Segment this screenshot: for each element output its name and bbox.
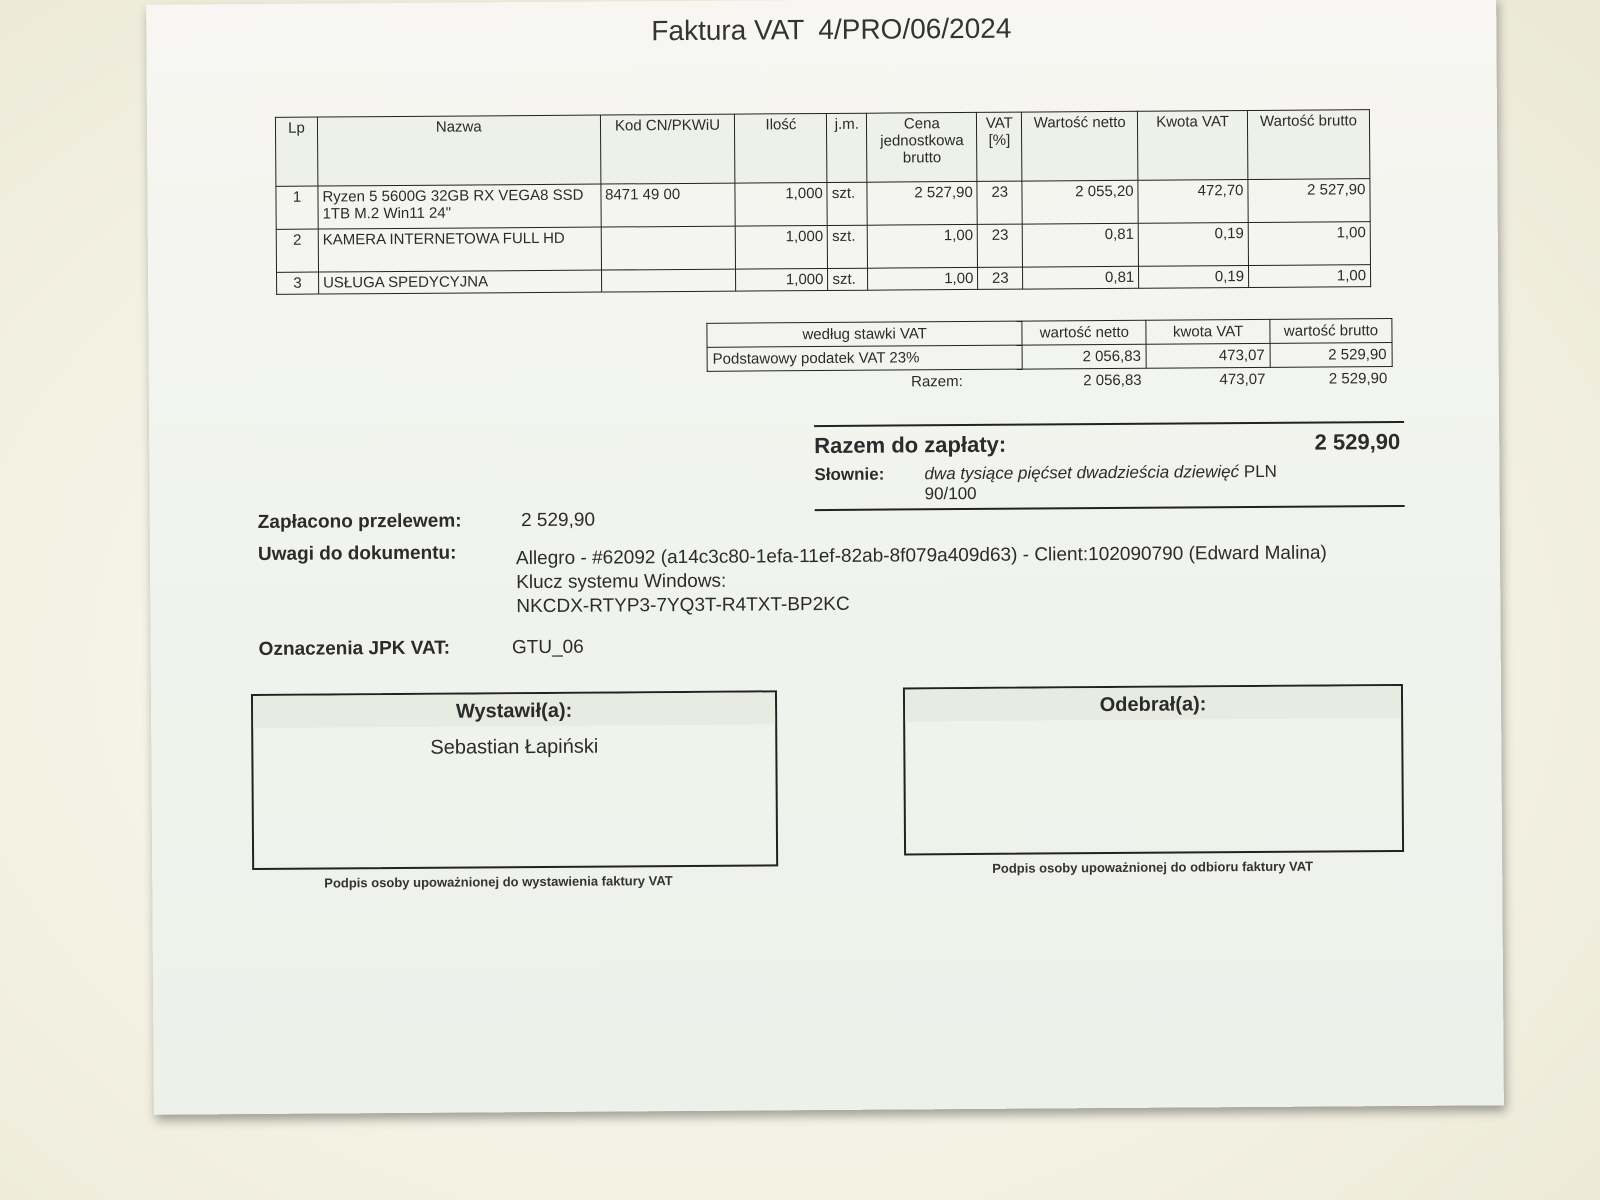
cell-vat: 23: [978, 267, 1023, 289]
vat-col-vat: kwota VAT: [1146, 319, 1270, 344]
jpk-label: Oznaczenia JPK VAT:: [258, 637, 451, 660]
notes-line-order: Allegro - #62092 (a14c3c80-1efa-11ef-82ab-8f079a409d63) - Client:102090790 (Edward Malina): [515, 542, 1327, 570]
cell-gross: 2 527,90: [1248, 179, 1370, 223]
issuer-caption: Podpis osoby upoważnionej do wystawienia faktury VAT: [324, 873, 673, 891]
col-qty: Ilość: [735, 113, 827, 183]
cell-lp: 1: [276, 186, 318, 229]
total-due-label: Razem do zapłaty:: [814, 431, 1007, 459]
words-text: dwa tysiące pięćset dwadzieścia dziewięć: [924, 462, 1240, 484]
document-notes: [516, 541, 1356, 619]
col-vat: VAT [%]: [977, 112, 1022, 181]
receiver-title: Odebrał(a):: [905, 686, 1401, 721]
vat-rate-label: Podstawowy podatek VAT 23%: [707, 345, 1023, 371]
cell-qty: 1,000: [735, 182, 827, 226]
words-label: Słownie:: [814, 464, 885, 485]
cell-gross: 1,00: [1249, 265, 1371, 288]
cell-price: 1,00: [868, 267, 978, 290]
issuer-title: Wystawił(a):: [253, 692, 775, 728]
receiver-signature-box: [903, 684, 1404, 855]
cell-code: [601, 226, 736, 270]
cell-price: 2 527,90: [867, 181, 977, 225]
col-price: Cena jednostkowa brutto: [867, 112, 977, 182]
invoice-number: 4/PRO/06/2024: [818, 12, 1012, 46]
cell-vat-amount: 472,70: [1138, 180, 1248, 224]
jpk-value: GTU_06: [511, 636, 584, 659]
cell-net: 0,81: [1022, 223, 1138, 267]
vat-total-vat: 473,07: [1219, 370, 1266, 389]
table-row: [276, 179, 1370, 230]
cell-unit: szt.: [828, 268, 868, 290]
total-due-amount: 2 529,90: [1314, 428, 1401, 455]
notes-label: Uwagi do dokumentu:: [257, 542, 457, 565]
vat-col-gross: wartość brutto: [1270, 319, 1392, 344]
cell-vat: 23: [977, 181, 1022, 224]
jpk-vat: [259, 637, 584, 661]
notes-line-key-label: Klucz systemu Windows:: [516, 570, 727, 594]
cell-vat-amount: 0,19: [1138, 223, 1248, 267]
cell-qty: 1,000: [736, 268, 828, 291]
issuer-name: Sebastian Łapiński: [430, 735, 599, 759]
col-vat-amount: Kwota VAT: [1138, 111, 1248, 181]
cell-net: 2 055,20: [1022, 180, 1138, 224]
cell-gross: 1,00: [1248, 222, 1370, 266]
issuer-signature-box: [251, 690, 778, 870]
title-text: Faktura VAT: [651, 14, 805, 47]
vat-gross: 2 529,90: [1270, 343, 1392, 368]
vat-amount: 473,07: [1146, 343, 1270, 368]
cell-qty: 1,000: [736, 225, 828, 269]
table-row: [276, 222, 1370, 273]
cell-lp: 3: [277, 272, 319, 294]
col-unit: j.m.: [827, 113, 867, 182]
col-lp: Lp: [275, 117, 317, 186]
cell-name: KAMERA INTERNETOWA FULL HD: [318, 227, 601, 272]
col-code: Kod CN/PKWiU: [600, 114, 735, 184]
vat-total-gross: 2 529,90: [1328, 370, 1388, 388]
vat-col-net: wartość netto: [1022, 320, 1146, 345]
cell-vat: 23: [978, 224, 1023, 267]
amount-in-words: [814, 461, 1404, 505]
cell-unit: szt.: [828, 225, 868, 268]
items-header-row: [275, 110, 1369, 187]
receiver-caption: Podpis osoby upoważnionej do odbioru faktury VAT: [992, 858, 1314, 876]
cell-code: 8471 49 00: [600, 183, 735, 227]
cell-net: 0,81: [1023, 266, 1139, 289]
paid-by-transfer: [258, 510, 595, 534]
cell-price: 1,00: [868, 224, 978, 268]
invoice-title: [651, 13, 1011, 48]
paid-value: 2 529,90: [520, 509, 596, 532]
cell-name: Ryzen 5 5600G 32GB RX VEGA8 SSD 1TB M.2 Win11 24": [318, 184, 601, 229]
cell-code: [601, 269, 736, 292]
vat-net: 2 056,83: [1023, 344, 1147, 369]
col-gross: Wartość brutto: [1247, 110, 1369, 180]
words-cents: 90/100: [924, 483, 977, 504]
col-net: Wartość netto: [1022, 111, 1138, 181]
vat-summary-table: [706, 318, 1392, 395]
vat-total-label: Razem:: [911, 373, 963, 391]
words-currency: PLN: [1243, 461, 1277, 482]
items-table: [275, 109, 1371, 295]
cell-unit: szt.: [827, 182, 867, 225]
cell-vat-amount: 0,19: [1139, 266, 1249, 289]
cell-lp: 2: [276, 229, 318, 272]
notes-line-key: NKCDX-RTYP3-7YQ3T-R4TXT-BP2KC: [516, 593, 850, 618]
vat-total-net: 2 056,83: [1083, 371, 1142, 390]
invoice-paper: [146, 0, 1504, 1115]
col-name: Nazwa: [317, 115, 600, 186]
vat-col-rate: według stawki VAT: [707, 321, 1023, 347]
cell-name: USŁUGA SPEDYCYJNA: [318, 270, 601, 294]
vat-total-row: [707, 367, 1392, 395]
payment-summary: [814, 421, 1405, 511]
paid-label: Zapłacono przelewem:: [257, 510, 462, 533]
